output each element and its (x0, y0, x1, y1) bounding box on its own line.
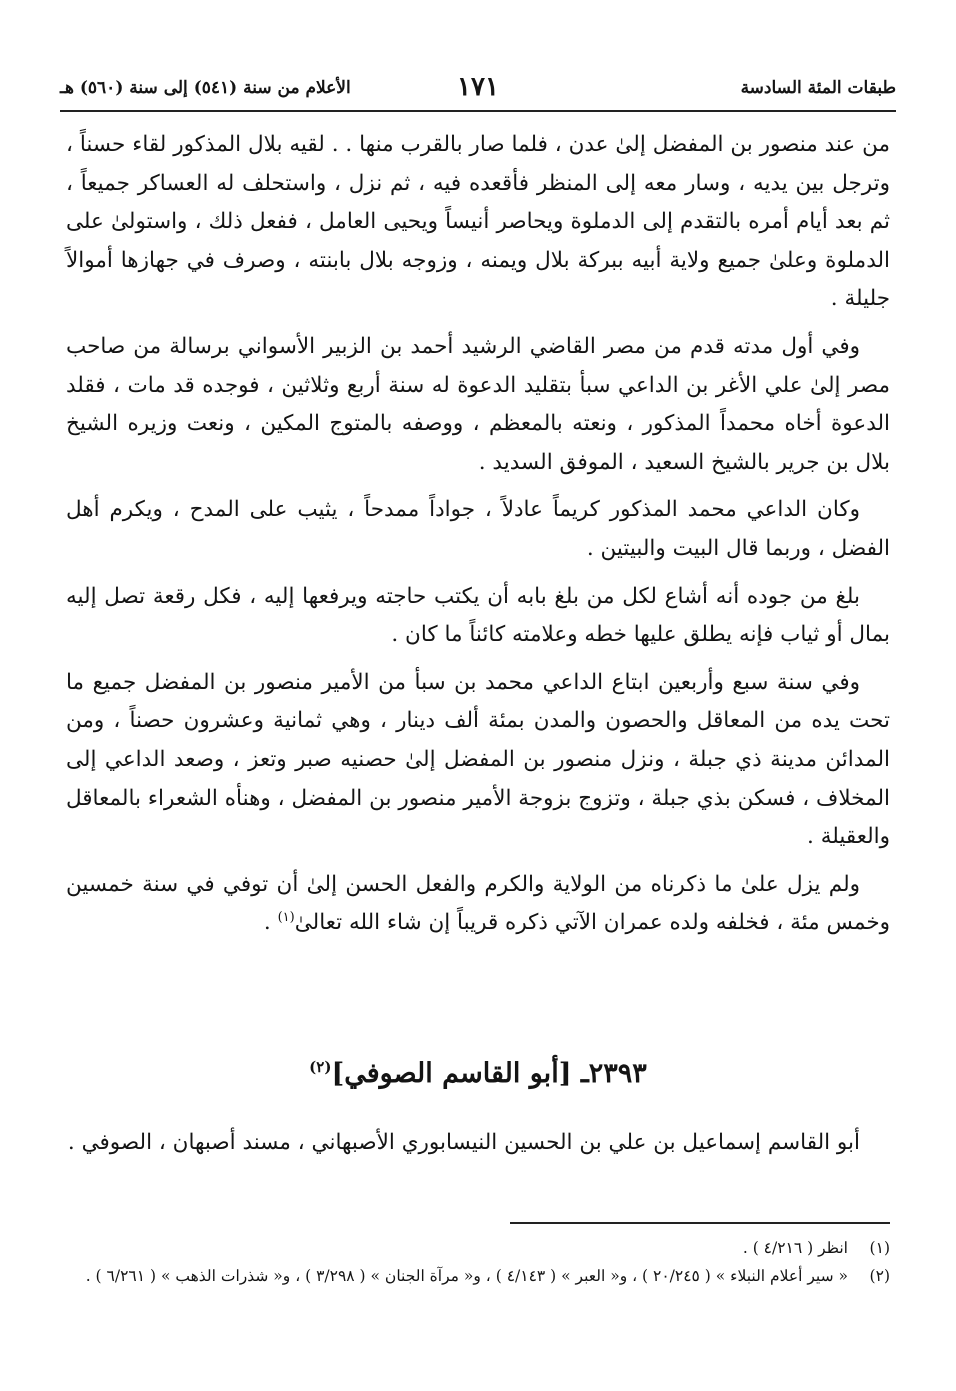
footnote (66, 1236, 890, 1260)
entry-text (66, 1124, 890, 1163)
paragraph-text: ولم يزل علىٰ ما ذكرناه من الولاية والكرم والفعل الحسن إلىٰ أن توفي في سنة خمسين وخمس مئة ، فخلفه ولده عمران الآتي ذكره قريباً إن شاء الله تعالىٰ (66, 871, 890, 936)
footnote-mark: (٢) (309, 1058, 332, 1076)
paragraph-end: . (263, 910, 278, 936)
footnote-text: انظر ( ٤/٢١٦ ) . (742, 1239, 848, 1257)
paragraph: بلغ من جوده أنه أشاع لكل من بلغ بابه أن يكتب حاجته ويرفعها إليه ، فكل رقعة تصل إليه بمال أو ثياب فإنه يطلق عليها خطه وعلامته كائناً ما كان . (66, 583, 890, 648)
paragraph: وفي سنة سبع وأربعين ابتاع الداعي محمد بن سبأ من الأمير منصور بن المفضل جميع ما تحت يده من المعاقل والحصون والمدن بمئة ألف دينار ، وهي ثمانية وعشرون حصناً ، ومن المدائن مدينة ذي جبلة ، ونزل منصور بن المفضل إلىٰ حصنيه صبر وتعز ، وصعد الداعي إلى المخلاف ، فسكن بذي جبلة ، وتزوج بزوجة الأمير منصور بن المفضل ، وهنأه الشعراء بالمعاقل والعقيلة . (66, 669, 890, 850)
footnote (66, 1264, 890, 1288)
footnote-number: (١) (869, 1239, 890, 1257)
footnotes (66, 1236, 890, 1292)
footnote-mark: (١) (277, 910, 295, 926)
footnote-divider (510, 1222, 890, 1224)
footnote-text: « سير أعلام النبلاء » ( ٢٠/٢٤٥ ) ، و« العبر » ( ٤/١٤٣ ) ، و« مرآة الجنان » ( ٣/٢٩٨ ) ، و« شذرات الذهب » ( ٦/٢٦١ ) . (85, 1267, 848, 1285)
running-header (60, 70, 896, 112)
entry-heading (66, 1058, 890, 1089)
paragraph: وفي أول مدته قدم من مصر القاضي الرشيد أحمد بن الزبير الأسواني برسالة من صاحب مصر إلىٰ علي الأغر بن الداعي سبأ بتقليد الدعوة له سنة أربع وثلاثين ، فوجده قد مات ، فقلد الدعوة أخاه محمداً المذكور ، ونعته بالمعظم ، ووصفه بالمتوج المكين ، ونعت وزيره الشيخ بلال بن جرير بالشيخ السعيد ، الموفق السديد . (66, 333, 890, 475)
chapter-range: الأعلام من سنة (٥٤١) إلى سنة (٥٦٠) هـ (60, 78, 351, 98)
entry-paragraph: أبو القاسم إسماعيل بن علي بن الحسين النيسابوري الأصبهاني ، مسند أصبهان ، الصوفي . (67, 1130, 860, 1155)
footnote-number: (٢) (869, 1267, 890, 1285)
page-number: ١٧١ (457, 72, 499, 102)
paragraph: وكان الداعي محمد المذكور كريماً عادلاً ، جواداً ممدحاً ، يثيب على المدح ، ويكرم أهل الفضل ، وربما قال البيت والبيتين . (66, 497, 890, 561)
paragraph-last (66, 866, 890, 943)
section-title: طبقات المئة السادسة (740, 78, 896, 98)
main-text (66, 126, 890, 952)
paragraph-continued: من عند منصور بن المفضل إلىٰ عدن ، فلما صار بالقرب منها . . لقيه بلال المذكور لقاء حسناً ، وترجل بين يديه ، وسار معه إلى المنظر فأقعده فيه ، ثم نزل ، واستحلف له العساكر جميعاً ، ثم بعد أيام أمره بالتقدم إلى الدملوة ويحاصر أنيساً ويحيى العامل ، ففعل ذلك ، واستولىٰ على الدملوة وعلىٰ جميع ولاية أبيه ببركة بلال ويمنه ، وزوجه بلال بابنته ، وصرف في جهازها أموالاً جليلة . (66, 132, 890, 312)
entry-title: ٢٣٩٣ـ [أبو القاسم الصوفي] (331, 1058, 647, 1089)
